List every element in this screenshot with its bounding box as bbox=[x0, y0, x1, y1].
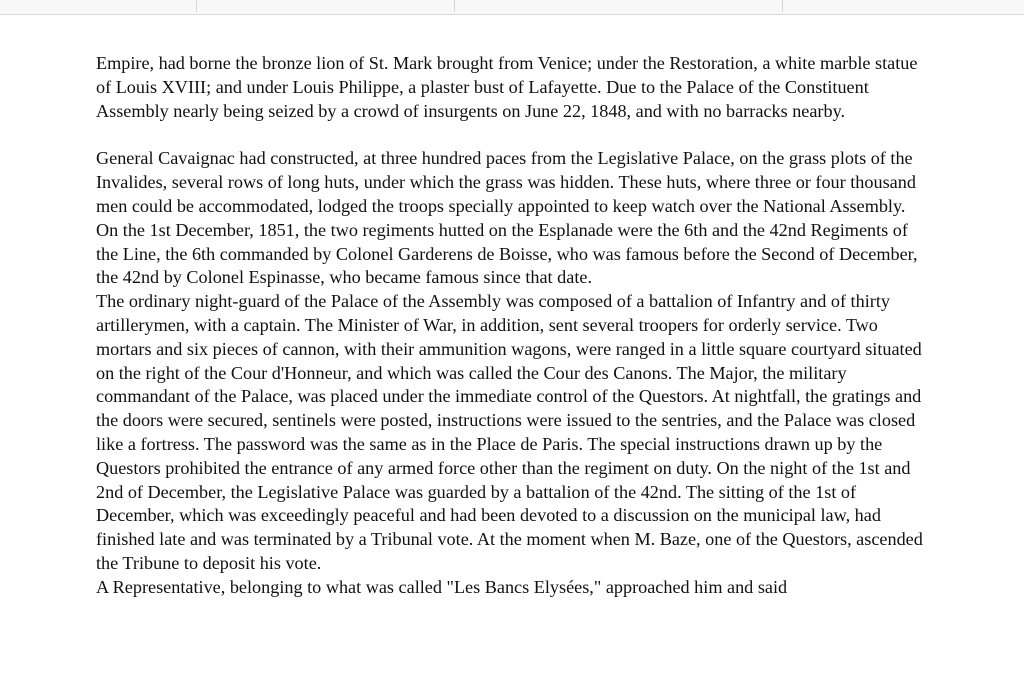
toolbar-divider bbox=[454, 0, 455, 12]
toolbar-divider bbox=[196, 0, 197, 12]
document-body bbox=[96, 52, 926, 600]
document-page bbox=[0, 15, 1024, 693]
paragraph: Empire, had borne the bronze lion of St. Mark brought from Venice; under the Restoration, a white marble statue of Louis XVIII; and under Louis Philippe, a plaster bust of Lafayette. Due to the Palace of the Constituent Assembly nearly being seized by a crowd of insurgents on June 22, 1848, and with no barracks nearby. bbox=[96, 53, 918, 121]
paragraph-gap bbox=[96, 123, 926, 147]
top-toolbar-strip bbox=[0, 0, 1024, 15]
toolbar-divider bbox=[782, 0, 783, 12]
paragraph: General Cavaignac had constructed, at three hundred paces from the Legislative Palace, on the grass plots of the Invalides, several rows of long huts, under which the grass was hidden. These huts, where three or four thousand men could be accommodated, lodged the troops specially appointed to keep watch over the National Assembly. On the 1st December, 1851, the two regiments hutted on the Esplanade were the 6th and the 42nd Regiments of the Line, the 6th commanded by Colonel Garderens de Boisse, who was famous before the Second of December, the 42nd by Colonel Espinasse, who became famous since that date. bbox=[96, 148, 918, 288]
paragraph: The ordinary night-guard of the Palace of the Assembly was composed of a battalion of Infantry and of thirty artillerymen, with a captain. The Minister of War, in addition, sent several troopers for orderly service. Two mortars and six pieces of cannon, with their ammunition wagons, were ranged in a little square courtyard situated on the right of the Cour d'Honneur, and which was called the Cour des Canons. The Major, the military commandant of the Palace, was placed under the immediate control of the Questors. At nightfall, the gratings and the doors were secured, sentinels were posted, instructions were issued to the sentries, and the Palace was closed like a fortress. The password was the same as in the Place de Paris. The special instructions drawn up by the Questors prohibited the entrance of any armed force other than the regiment on duty. On the night of the 1st and 2nd of December, the Legislative Palace was guarded by a battalion of the 42nd. The sitting of the 1st of December, which was exceedingly peaceful and had been devoted to a discussion on the municipal law, had finished late and was terminated by a Tribunal vote. At the moment when M. Baze, one of the Questors, ascended the Tribune to deposit his vote. bbox=[96, 291, 923, 573]
paragraph: A Representative, belonging to what was called "Les Bancs Elysées," approached him and said bbox=[96, 576, 788, 597]
